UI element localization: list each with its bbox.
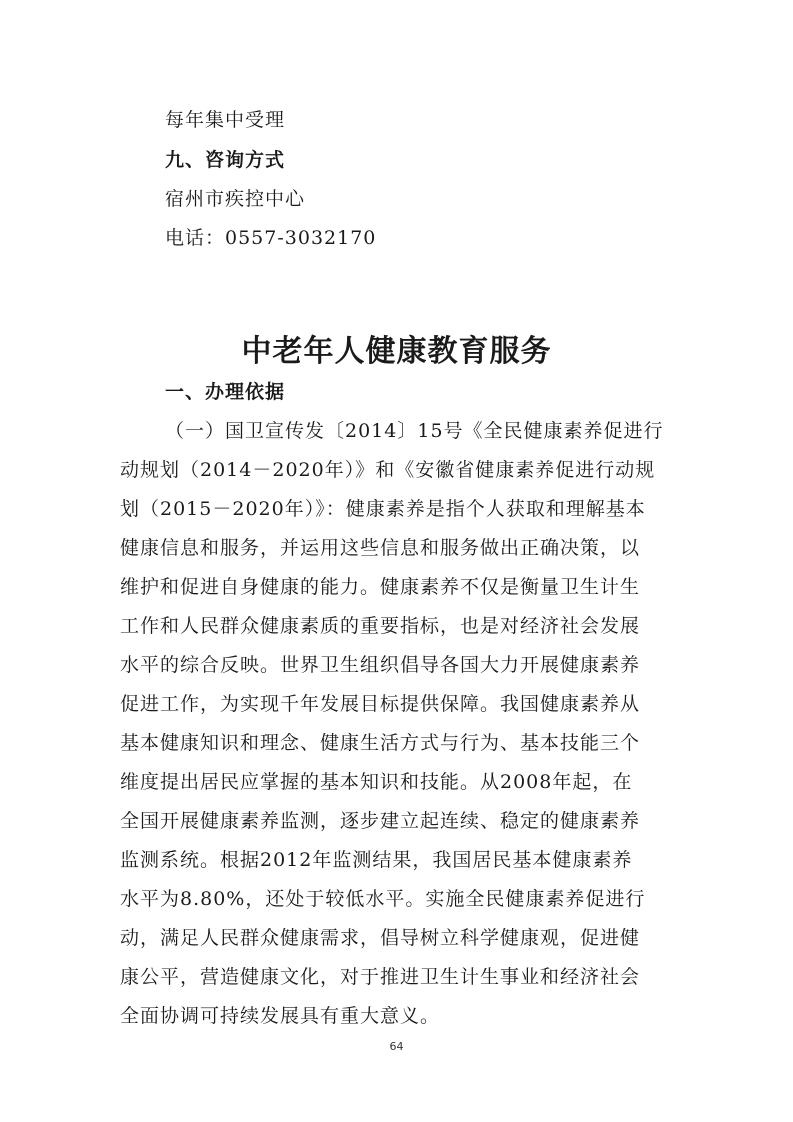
document-title: 中老年人健康教育服务	[241, 334, 552, 369]
continued-text: 每年集中受理	[165, 109, 286, 131]
paragraph-line: 监测系统。根据2012年监测结果，我国居民基本健康素养	[120, 849, 633, 871]
paragraph-line: 健康信息和服务，并运用这些信息和服务做出正确决策，以	[120, 537, 641, 559]
paragraph-line: 基本健康知识和理念、健康生活方式与行为、基本技能三个	[120, 732, 641, 754]
paragraph-line: 维护和促进自身健康的能力。健康素养不仅是衡量卫生计生	[120, 576, 641, 598]
paragraph-line: 工作和人民群众健康素质的重要指标，也是对经济社会发展	[120, 615, 641, 637]
page-number: 64	[389, 1040, 404, 1053]
paragraph-line: （一）国卫宣传发〔2014〕15号《全民健康素养促进行	[165, 420, 664, 442]
section-heading-consultation: 九、咨询方式	[165, 149, 286, 171]
consultation-organization: 宿州市疾控中心	[165, 188, 306, 210]
paragraph-line: 水平的综合反映。世界卫生组织倡导各国大力开展健康素养	[120, 654, 641, 676]
paragraph-line: 全国开展健康素养监测，逐步建立起连续、稳定的健康素养	[120, 810, 641, 832]
paragraph-line: 康公平，营造健康文化，对于推进卫生计生事业和经济社会	[120, 966, 641, 988]
paragraph-line: 划（2015－2020年）》：健康素养是指个人获取和理解基本	[120, 498, 646, 520]
paragraph-line: 促进工作，为实现千年发展目标提供保障。我国健康素养从	[120, 693, 641, 715]
paragraph-line: 水平为8.80%，还处于较低水平。实施全民健康素养促进行	[120, 888, 646, 910]
paragraph-line: 动规划（2014－2020年）》和《安徽省健康素养促进行动规	[120, 459, 656, 481]
paragraph-line: 维度提出居民应掌握的基本知识和技能。从2008年起，在	[120, 771, 633, 793]
paragraph-line: 全面协调可持续发展具有重大意义。	[120, 1005, 441, 1027]
section-heading-basis: 一、办理依据	[165, 381, 286, 403]
consultation-phone: 电话：0557-3032170	[165, 227, 377, 249]
paragraph-line: 动，满足人民群众健康需求，倡导树立科学健康观，促进健	[120, 927, 641, 949]
